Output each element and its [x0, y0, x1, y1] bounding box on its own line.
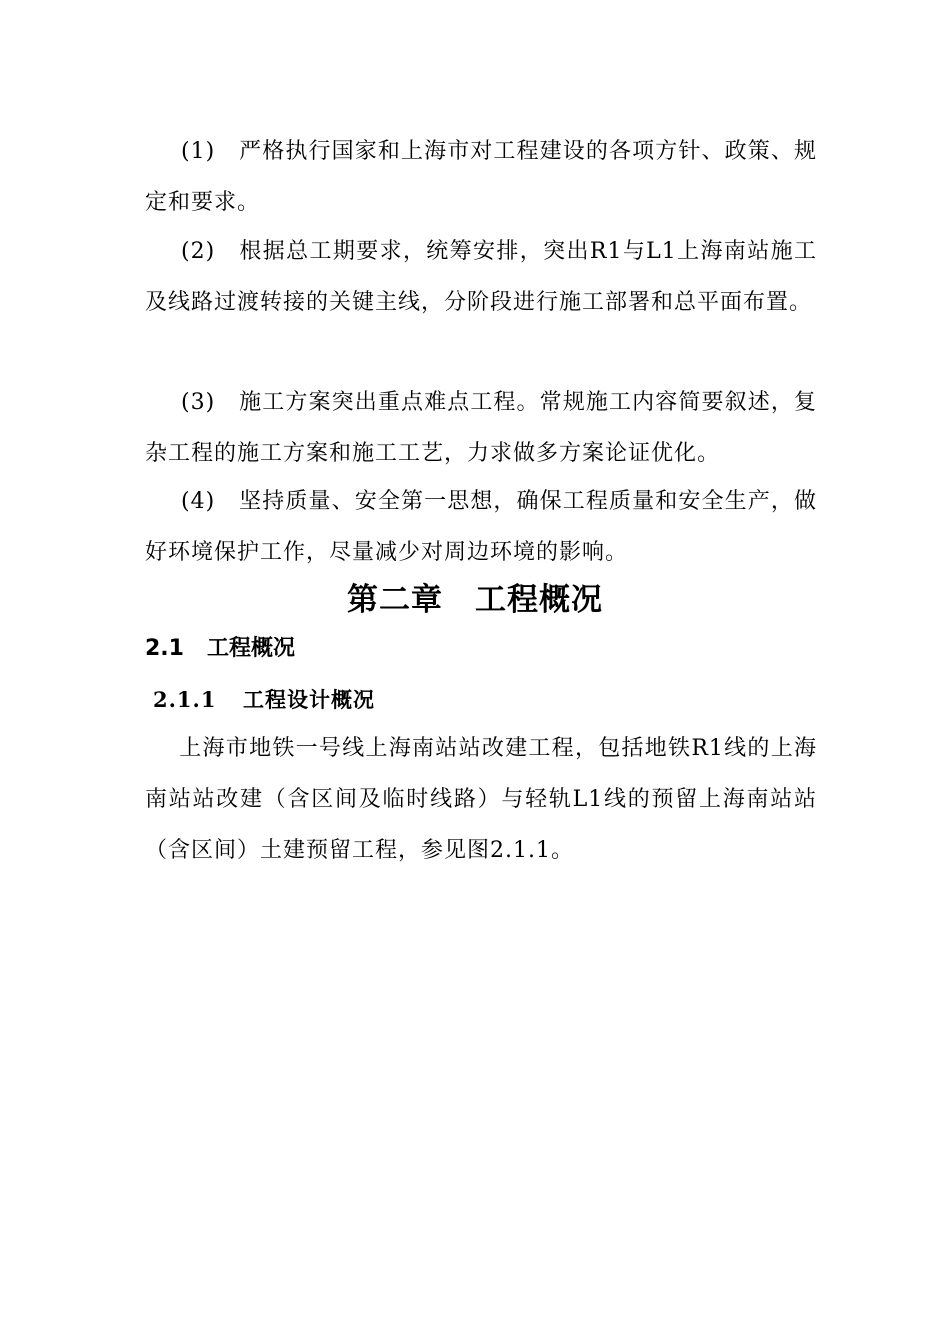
subsection-heading [153, 677, 375, 723]
list-item-text: 严格执行国家和上海市对工程建设的各项方针、政策、规定和要求。 [145, 139, 817, 215]
body-paragraph-text: 上海市地铁一号线上海南站站改建工程，包括地铁R1线的上海南站站改建（含区间及临时线路）与轻轨L1线的预留上海南站站（含区间）土建预留工程，参见图2.1.1。 [145, 736, 817, 863]
list-item-text: 坚持质量、安全第一思想，确保工程质量和安全生产，做好环境保护工作，尽量减少对周边环境的影响。 [145, 489, 817, 565]
subsection-title-text: 工程设计概况 [243, 687, 375, 712]
list-item-number: (4) [181, 489, 216, 514]
list-item-number: (2) [181, 239, 216, 264]
body-paragraph [145, 723, 817, 876]
section-title-text: 工程概况 [207, 636, 296, 661]
list-item-1 [145, 126, 817, 228]
list-item-4 [145, 476, 817, 578]
list-item-3 [145, 377, 817, 479]
list-item-2 [145, 226, 817, 328]
list-item-number: (1) [181, 139, 216, 164]
section-number: 2.1 [145, 636, 184, 661]
list-item-number: (3) [181, 390, 216, 415]
subsection-number: 2.1.1 [153, 687, 217, 712]
chapter-title: 第二章 工程概况 [347, 582, 603, 618]
section-heading [145, 626, 295, 672]
list-item-text: 根据总工期要求，统筹安排，突出R1与L1上海南站施工及线路过渡转接的关键主线，分阶段进行施工部署和总平面布置。 [145, 239, 817, 315]
list-item-text: 施工方案突出重点难点工程。常规施工内容简要叙述，复杂工程的施工方案和施工工艺，力求做多方案论证优化。 [145, 390, 817, 466]
